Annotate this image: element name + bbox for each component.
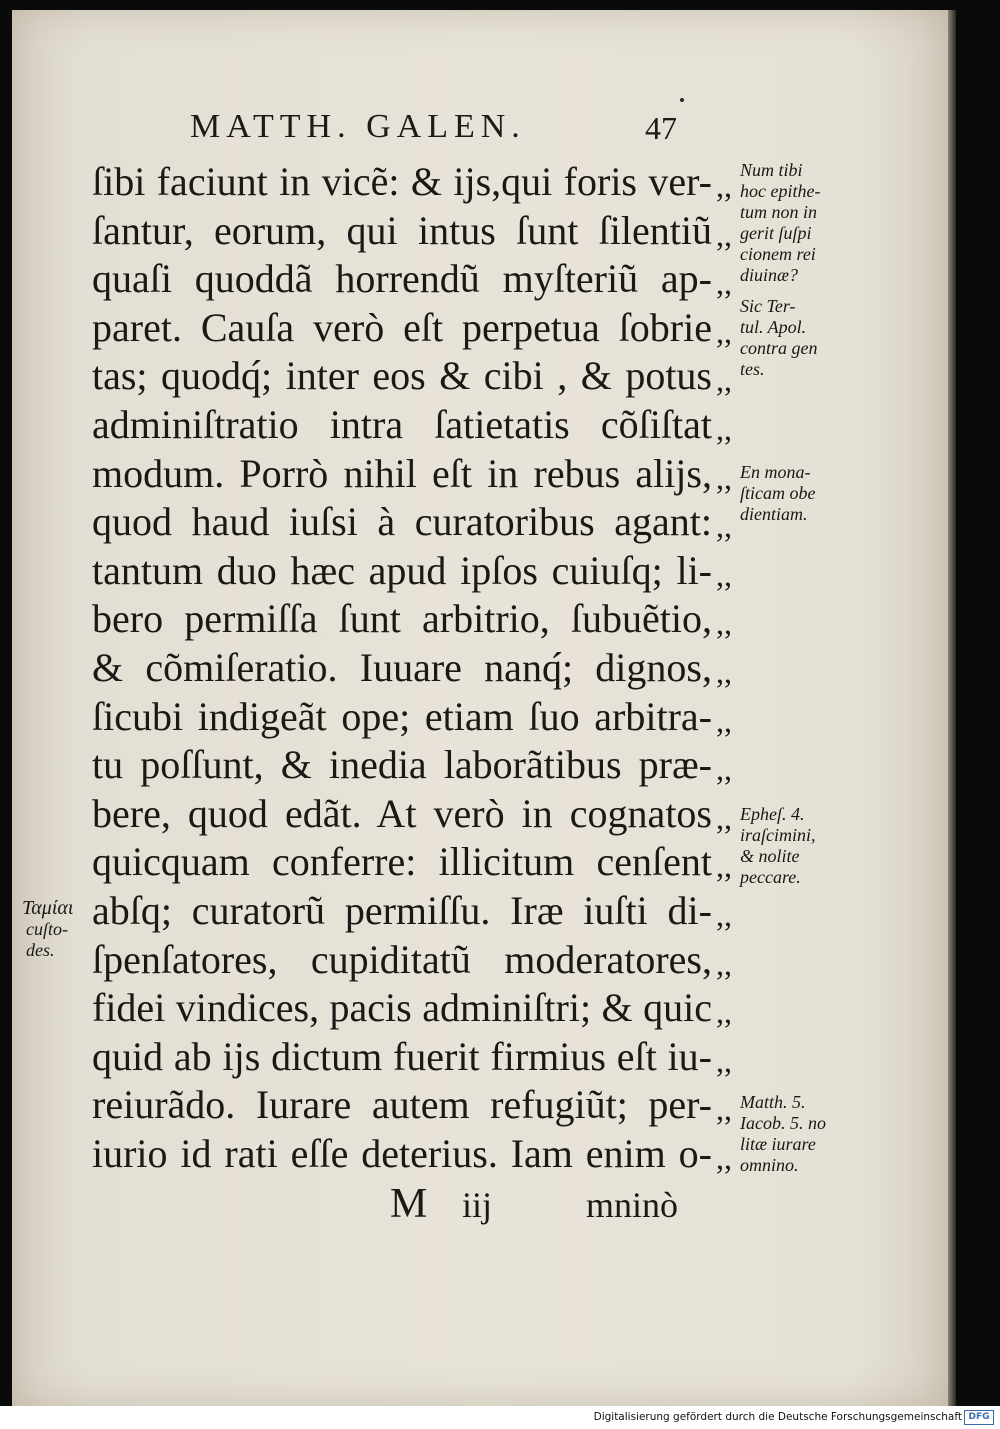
marginal-note-line: cionem rei — [740, 244, 816, 264]
marginal-note-line: hoc epithe- — [740, 181, 821, 201]
text-line: paret. Cauſa verò eſt perpetua ſobrie — [92, 304, 712, 350]
signature-letter: M — [390, 1181, 428, 1227]
digitization-footer — [0, 1406, 1000, 1429]
right-marginal-note — [740, 296, 840, 380]
quotation-mark: ,, — [716, 751, 732, 788]
funding-credit: Digitalisierung gefördert durch die Deutsche Forschungsgemeinschaft — [593, 1411, 962, 1423]
right-marginal-note — [740, 462, 840, 525]
quotation-mark: ,, — [716, 410, 732, 447]
left-note-line: des. — [26, 940, 55, 960]
marginal-note-line: peccare. — [740, 867, 801, 887]
marginal-note-line: tum non in — [740, 202, 818, 222]
marginal-note-line: dientiam. — [740, 504, 808, 524]
page-edge — [948, 10, 956, 1406]
text-line: bero permiſſa ſunt arbitrio, ſubuẽtio, — [92, 596, 712, 642]
marginal-note-line: contra gen — [740, 338, 818, 358]
quotation-mark: ,, — [716, 362, 732, 399]
quotation-mark: ,, — [716, 799, 732, 836]
text-line: tu poſſunt, & inedia laborãtibus præ- — [92, 742, 712, 788]
quotation-mark: ,, — [716, 216, 732, 253]
marginal-note-line: diuinæ? — [740, 265, 799, 285]
marginal-note-line: Num tibi — [740, 160, 803, 180]
text-line: iurio id rati eſſe deterius. Iam enim o- — [92, 1130, 712, 1176]
quotation-mark: ,, — [716, 702, 732, 739]
marginal-note-line: tul. Apol. — [740, 317, 807, 337]
quotation-mark: ,, — [716, 1042, 732, 1079]
quotation-mark: ,, — [716, 459, 732, 496]
marginal-note-line: litæ iurare — [740, 1134, 816, 1154]
running-header — [190, 108, 710, 148]
text-line: ſibi faciunt in vicẽ: & ijs,qui foris ver- — [92, 159, 712, 204]
quotation-mark: ,, — [716, 556, 732, 593]
dfg-logo: DFG — [964, 1410, 994, 1425]
right-marginal-note — [740, 1092, 840, 1176]
quotation-mark: ,, — [716, 1139, 732, 1176]
greek-gloss: Ταμίαι — [22, 897, 74, 919]
quotation-mark: ,, — [716, 994, 732, 1031]
marginal-note-line: gerit ſuſpi — [740, 223, 812, 243]
text-line: modum. Porrò nihil eſt in rebus alijs, — [92, 450, 712, 496]
marginal-note-line: Epheſ. 4. — [740, 804, 805, 824]
running-title: MATTH. GALEN. — [190, 108, 526, 145]
quotation-marks-column — [706, 158, 742, 1178]
quotation-mark: ,, — [716, 653, 732, 690]
text-line: quod haud iuſsi à curatoribus agant: — [92, 499, 712, 545]
text-line: quaſi quoddã horrendũ myſteriũ ap- — [92, 256, 712, 302]
text-line: bere, quod edãt. At verò in cognatos — [92, 790, 712, 836]
marginal-note-line: ſticam obe — [740, 483, 816, 503]
text-line: adminiſtratio intra ſatietatis cõſiſtat — [92, 401, 712, 447]
quotation-mark: ,, — [716, 508, 732, 545]
marginal-note-line: & nolite — [740, 846, 800, 866]
quotation-mark: ,, — [716, 265, 732, 302]
marginal-note-line: Matth. 5. — [740, 1092, 806, 1112]
quotation-mark: ,, — [716, 605, 732, 642]
text-line: tas; quodq́; inter eos & cibi , & potus — [92, 353, 712, 399]
text-line: & cõmiſeratio. Iuuare nanq́; dignos, — [92, 644, 712, 690]
marginal-note-line: tes. — [740, 359, 765, 379]
page-number: 47 — [645, 110, 677, 146]
ink-speck — [680, 98, 684, 102]
text-line: abſq; curatorũ permiſſu. Iræ iuſti di- — [92, 887, 712, 933]
marginal-note-line: iraſcimini, — [740, 825, 816, 845]
left-marginal-note — [22, 898, 90, 961]
left-note-line: cuſto- — [26, 919, 68, 939]
marginal-note-line: En mona- — [740, 462, 811, 482]
text-line: reiurãdo. Iurare autem refugiũt; per- — [92, 1082, 712, 1128]
signature-number: iij — [462, 1185, 493, 1225]
quotation-mark: ,, — [716, 313, 732, 350]
right-marginal-note — [740, 804, 840, 888]
right-marginal-note — [740, 160, 840, 286]
text-line: ſicubi indigeãt ope; etiam ſuo arbitra- — [92, 693, 712, 739]
quotation-mark: ,, — [716, 945, 732, 982]
quotation-mark: ,, — [716, 848, 732, 885]
text-line: ſpenſatores, cupiditatũ moderatores, — [92, 936, 712, 982]
quotation-mark: ,, — [716, 896, 732, 933]
text-line: quicquam conferre: illicitum cenſent — [92, 839, 712, 885]
main-text-block — [92, 158, 712, 1178]
marginal-note-line: Sic Ter- — [740, 296, 796, 316]
text-line: quid ab ijs dictum fuerit firmius eſt iu- — [92, 1033, 712, 1079]
marginal-note-line: Iacob. 5. no — [740, 1113, 826, 1133]
quotation-mark: ,, — [716, 1091, 732, 1128]
catchline — [390, 1180, 710, 1230]
text-line: fidei vindices, pacis adminiſtri; & quic — [92, 985, 712, 1031]
quotation-mark: ,, — [716, 168, 732, 204]
text-line: ſantur, eorum, qui intus ſunt ſilentiũ — [92, 207, 712, 253]
catchword: mninò — [586, 1185, 679, 1225]
marginal-note-line: omnino. — [740, 1155, 799, 1175]
text-line: tantum duo hæc apud ipſos cuiuſq; li- — [92, 547, 712, 593]
